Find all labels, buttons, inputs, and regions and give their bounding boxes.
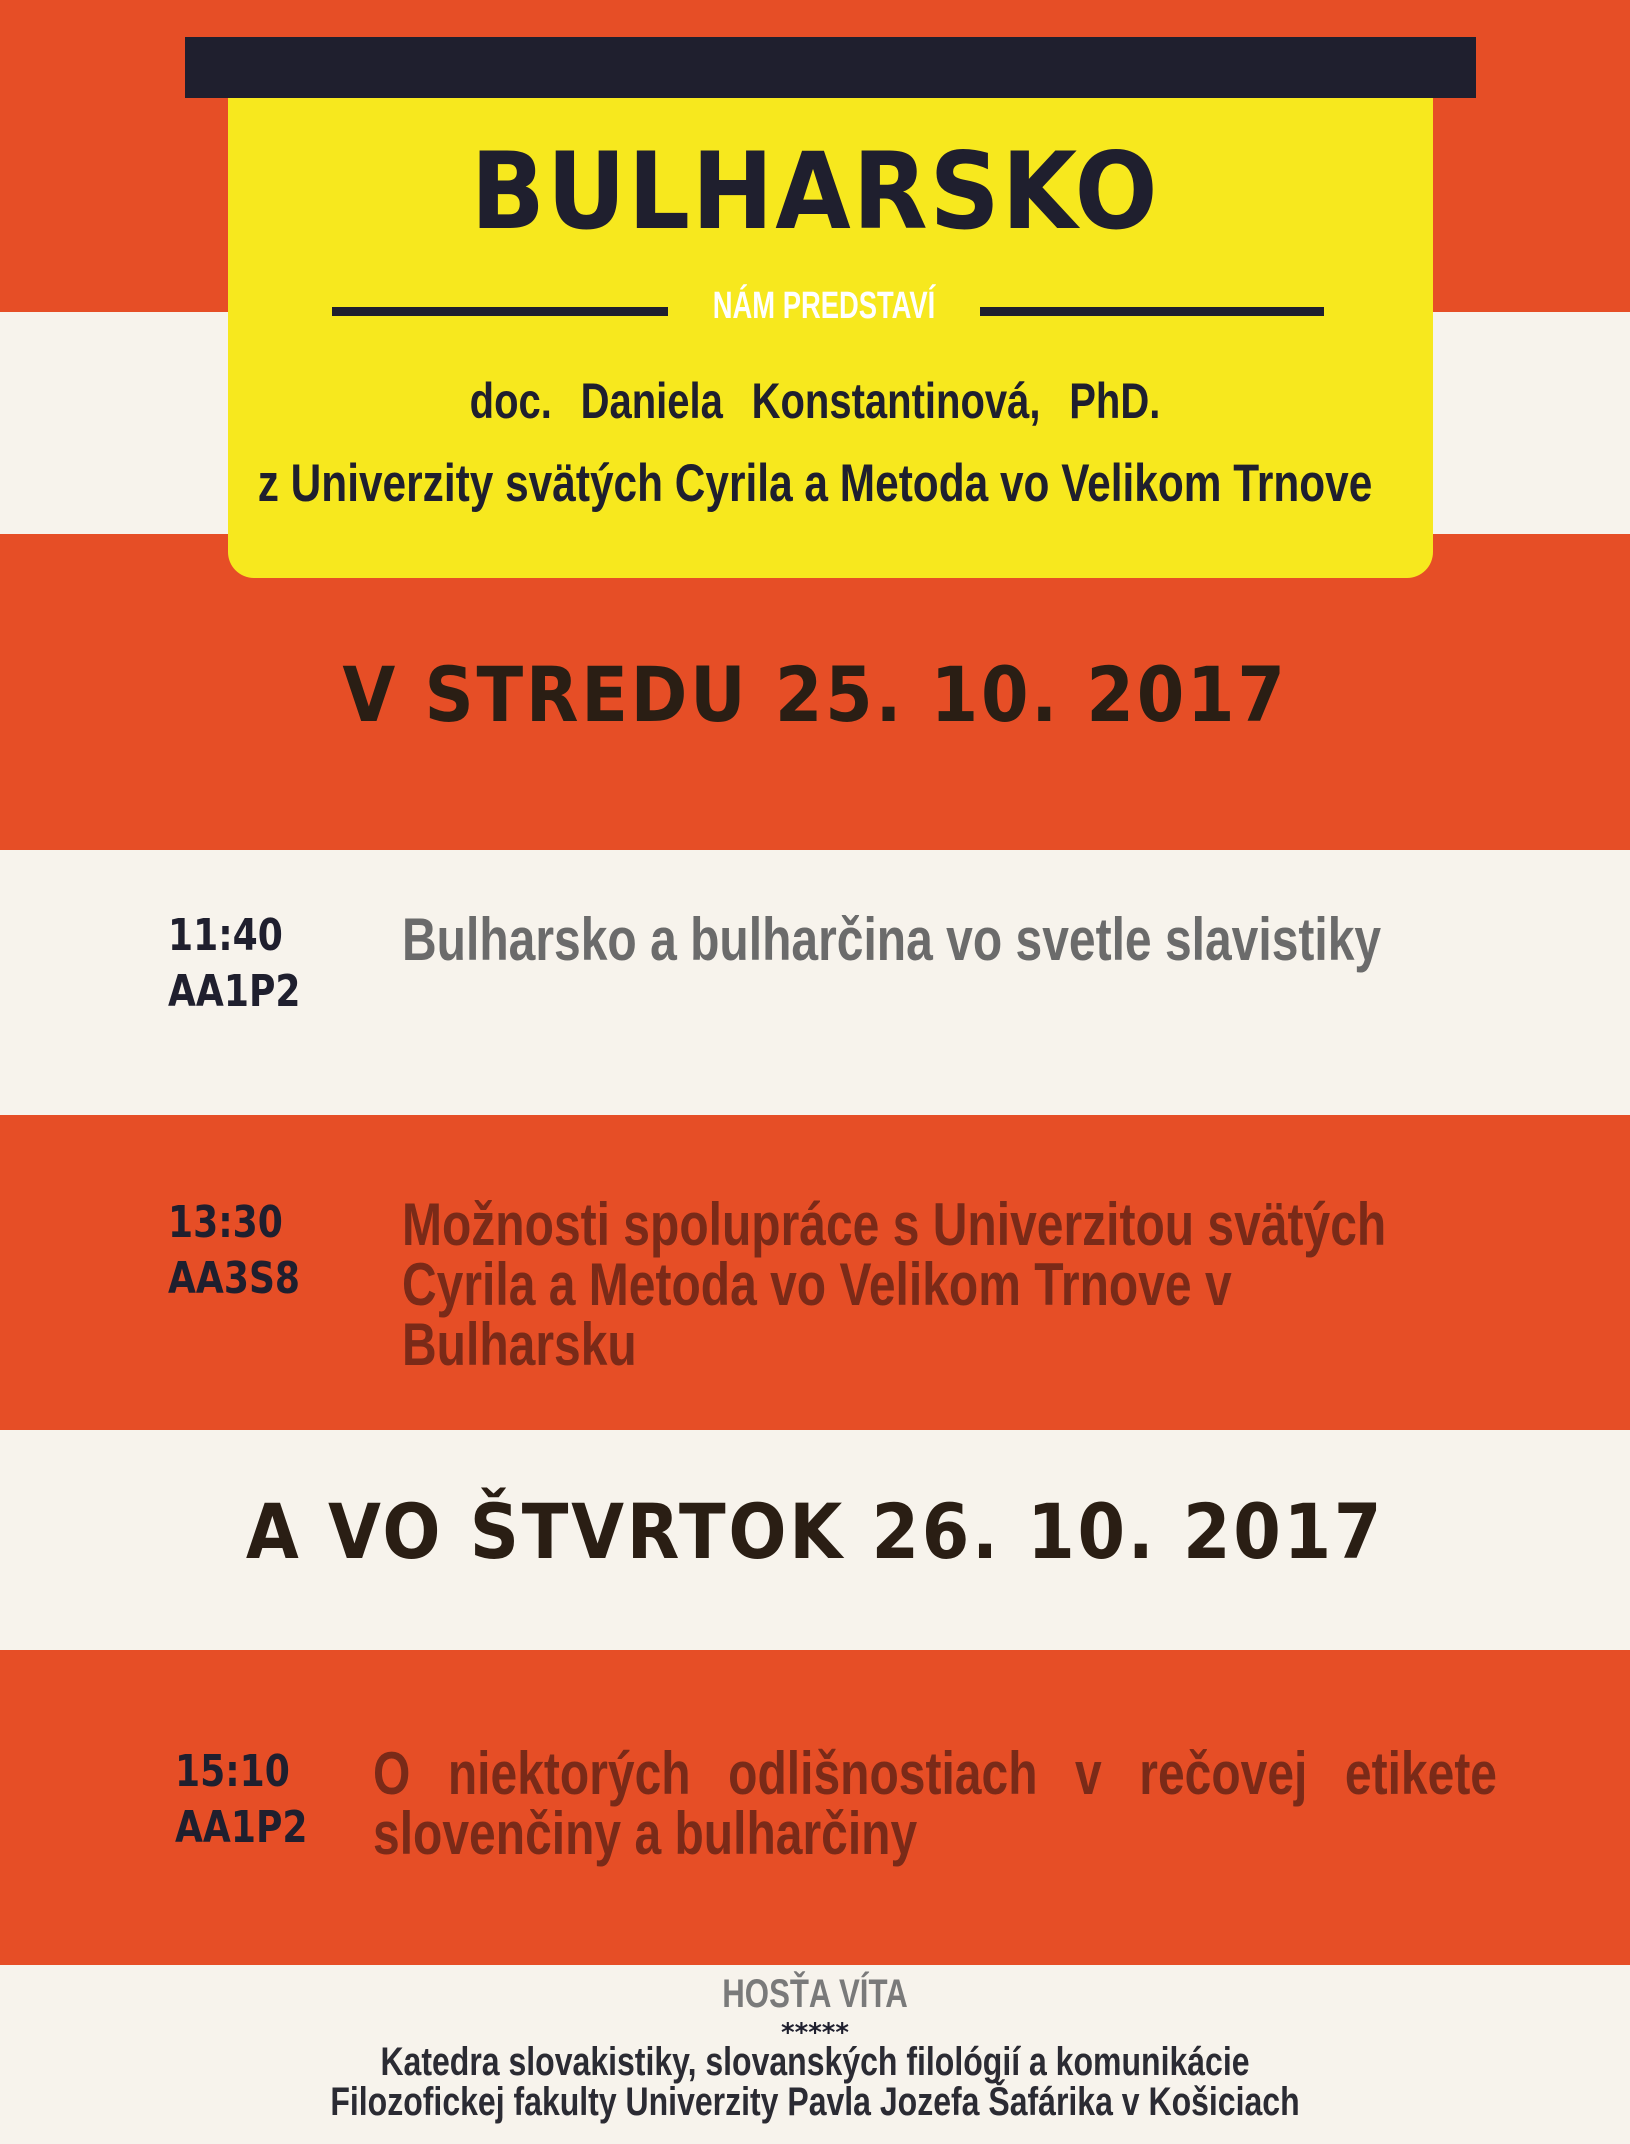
slot2-meta	[168, 1195, 300, 1307]
presenter-label: NÁM PREDSTAVÍ	[712, 285, 936, 327]
day1-heading: V STREDU 25. 10. 2017	[342, 650, 1288, 739]
slot-room: AA1P2	[168, 966, 301, 1017]
slot-talk-title: Možnosti spolupráce s Univerzitou svätých Cyrila a Metoda vo Velikom Trnove v Bulharsku	[402, 1191, 1387, 1378]
footer-host-label: HOSŤA VÍTA	[722, 1972, 908, 2016]
slot-talk-title: O niektorých odlišnostiach v rečovej etikete slovenčiny a bulharčiny	[373, 1740, 1497, 1867]
footer-separator: *****	[781, 2018, 849, 2048]
slot-time: 15:10	[175, 1746, 290, 1797]
speaker-name: doc. Daniela Konstantinová, PhD.	[469, 373, 1161, 429]
header-dark-bar	[185, 37, 1476, 98]
slot3-meta	[175, 1744, 308, 1856]
day2-heading: A VO ŠTVRTOK 26. 10. 2017	[245, 1487, 1385, 1576]
slot1-meta	[168, 908, 301, 1020]
footer-department: Katedra slovakistiky, slovanských filológií a komunikácie	[380, 2040, 1250, 2084]
footer-faculty: Filozofickej fakulty Univerzity Pavla Jozefa Šafárika v Košiciach	[330, 2080, 1300, 2124]
divider-right	[980, 307, 1324, 316]
speaker-affiliation: z Univerzity svätých Cyrila a Metoda vo Velikom Trnove	[257, 454, 1373, 513]
slot-time: 11:40	[168, 910, 283, 961]
slot-time: 13:30	[168, 1197, 283, 1248]
slot-room: AA3S8	[168, 1253, 301, 1304]
divider-left	[332, 307, 668, 316]
slot-room: AA1P2	[175, 1802, 308, 1853]
poster-title: BULHARSKO	[470, 130, 1160, 253]
slot-talk-title: Bulharsko a bulharčina vo svetle slavistiky	[402, 906, 1382, 973]
